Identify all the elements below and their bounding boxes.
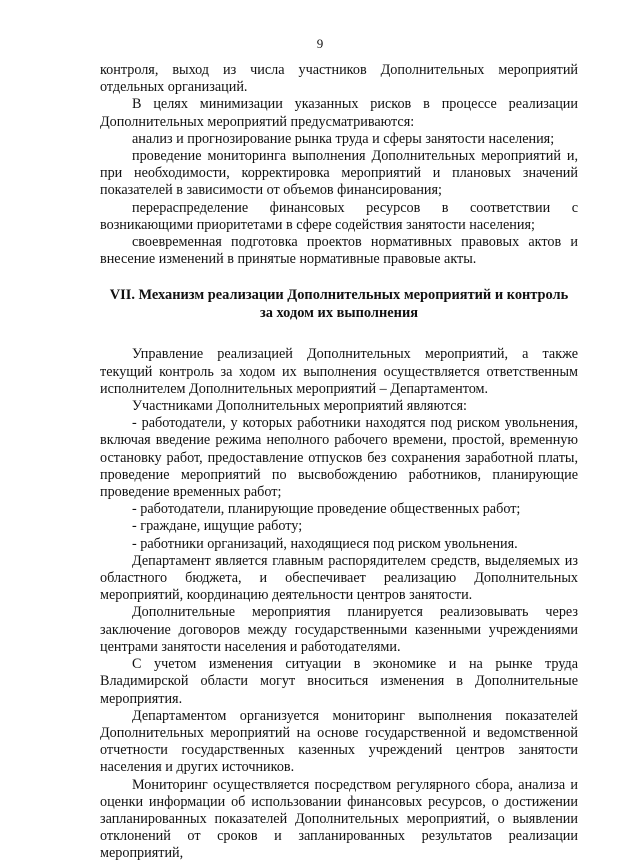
- paragraph-risks-continuation: контроля, выход из числа участников Дополнительных мероприятий отдельных организаций.: [100, 62, 578, 96]
- paragraph-monitoring-correction: проведение мониторинга выполнения Дополнительных мероприятий и, при необходимости, корректировка мероприятий и плановых значений показателей в зависимости от объемов финансирования;: [100, 148, 578, 199]
- list-item-employers-public-works: - работодатели, планирующие проведение общественных работ;: [132, 501, 521, 518]
- section-heading-line-2: за ходом их выполнения: [259, 304, 419, 321]
- document-body: [100, 62, 578, 863]
- paragraph-resource-redistribution: перераспределение финансовых ресурсов в соответствии с возникающими приоритетами в сфере содействия занятости населения;: [100, 199, 578, 233]
- list-item-job-seekers: - граждане, ищущие работу;: [132, 518, 303, 535]
- list-item-employers-at-risk: - работодатели, у которых работники находятся под риском увольнения, включая введение режима неполного рабочего времени, простой, временную остановку работ, предоставление отпусков без сохранения заработной платы, проведение мероприятий по высвобождению работников, планирующие проведение временных работ;: [100, 415, 578, 501]
- paragraph-participants-intro: Участниками Дополнительных мероприятий являются:: [132, 398, 467, 415]
- paragraph-labor-market-analysis: анализ и прогнозирование рынка труда и сферы занятости населения;: [132, 130, 555, 147]
- section-heading: [100, 287, 578, 322]
- page-number: 9: [316, 36, 324, 51]
- paragraph-monitoring-organization: Департаментом организуется мониторинг выполнения показателей Дополнительных мероприятий на основе государственной и ведомственной отчетности государственных казенных учреждений центров занятости населения и других источников.: [100, 707, 578, 776]
- paragraph-regulatory-acts: своевременная подготовка проектов нормативных правовых актов и внесение изменений в принятые нормативные правовые акты.: [100, 234, 578, 268]
- paragraph-monitoring-process: Мониторинг осуществляется посредством регулярного сбора, анализа и оценки информации об использовании финансовых ресурсов, о достижении запланированных показателей Дополнительных мероприятий, о выявлении отклонений от сроков и запланированных результатов реализации мероприятий,: [100, 776, 578, 862]
- section-heading-line-1: VII. Механизм реализации Дополнительных мероприятий и контроль: [109, 287, 569, 304]
- paragraph-contracts: Дополнительные мероприятия планируется реализовывать через заключение договоров между государственными казенными учреждениями центрами занятости населения и работодателями.: [100, 604, 578, 655]
- paragraph-risk-minimization: В целях минимизации указанных рисков в процессе реализации Дополнительных мероприятий предусматриваются:: [100, 96, 578, 130]
- list-item-workers-at-risk: - работники организаций, находящиеся под риском увольнения.: [132, 535, 518, 552]
- paragraph-changes: С учетом изменения ситуации в экономике и на рынке труда Владимирской области могут вноситься изменения в Дополнительные мероприятия.: [100, 656, 578, 707]
- paragraph-department-role: Департамент является главным распорядителем средств, выделяемых из областного бюджета, и обеспечивает реализацию Дополнительных мероприятий, координацию деятельности центров занятости.: [100, 552, 578, 604]
- paragraph-management: Управление реализацией Дополнительных мероприятий, а также текущий контроль за ходом их выполнения осуществляется ответственным исполнителем Дополнительных мероприятий – Департаментом.: [100, 346, 578, 397]
